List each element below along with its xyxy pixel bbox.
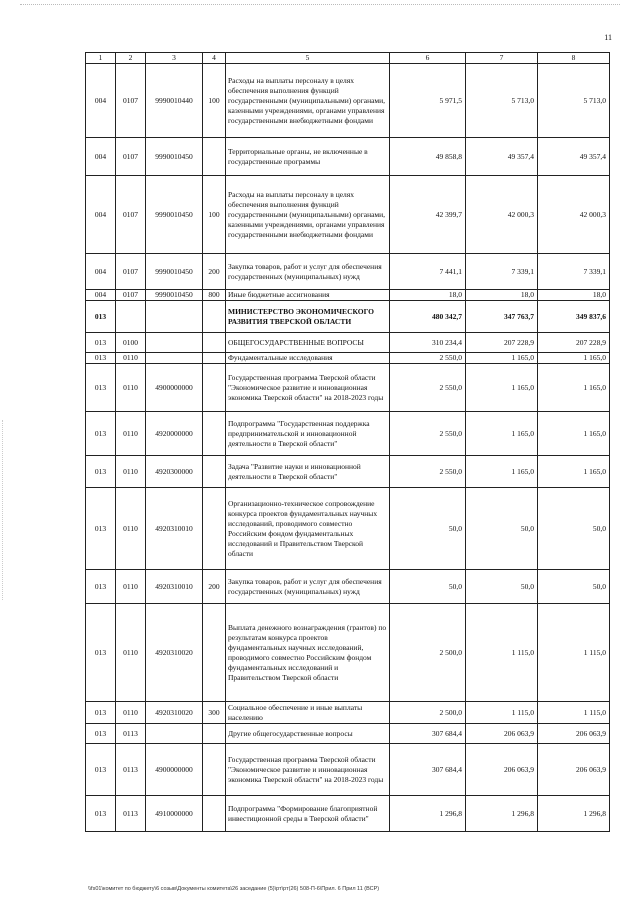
table-cell-7: 18,0 <box>466 290 538 301</box>
table-row <box>86 176 610 254</box>
table-cell-1: 004 <box>86 176 116 254</box>
table-cell-2: 0113 <box>116 796 146 832</box>
table-cell-1: 004 <box>86 290 116 301</box>
table-cell-5: Государственная программа Тверской области "Экономическое развитие и инновационная экономика Тверской области" на 2018-2023 годы <box>226 744 390 796</box>
header-cell: 1 <box>86 53 116 64</box>
header-cell: 2 <box>116 53 146 64</box>
table-cell-3: 4910000000 <box>146 796 203 832</box>
table-cell-6: 307 684,4 <box>390 744 466 796</box>
file-path-footer: \\fs01\комитет по бюджету\6 созыв\Документы комитета\26 заседание (5)\рт\рт(26) 508-П-6\Прил. 6 Прил 11 (ВСР) <box>88 886 380 892</box>
page-number: 11 <box>604 33 612 42</box>
table-cell-8: 42 000,3 <box>538 176 610 254</box>
table-cell-8: 206 063,9 <box>538 744 610 796</box>
table-cell-1: 013 <box>86 488 116 570</box>
table-cell-1: 013 <box>86 570 116 604</box>
table-cell-8: 50,0 <box>538 570 610 604</box>
table-cell-3 <box>146 333 203 353</box>
table-cell-1: 013 <box>86 364 116 412</box>
table-row <box>86 353 610 364</box>
table-cell-7: 347 763,7 <box>466 301 538 333</box>
header-cell: 5 <box>226 53 390 64</box>
table-cell-5: Задача "Развитие науки и инновационной деятельности в Тверской области" <box>226 456 390 488</box>
table-row <box>86 290 610 301</box>
table-cell-6: 5 971,5 <box>390 64 466 138</box>
header-cell: 4 <box>203 53 226 64</box>
table-cell-7: 50,0 <box>466 488 538 570</box>
table-cell-2: 0110 <box>116 488 146 570</box>
table-cell-8: 1 165,0 <box>538 412 610 456</box>
table-cell-4 <box>203 744 226 796</box>
table-cell-2: 0107 <box>116 254 146 290</box>
table-cell-7: 1 165,0 <box>466 364 538 412</box>
table-cell-4 <box>203 724 226 744</box>
table-cell-1: 004 <box>86 254 116 290</box>
table-cell-7: 1 165,0 <box>466 456 538 488</box>
table-cell-1: 013 <box>86 353 116 364</box>
table-cell-6: 49 858,8 <box>390 138 466 176</box>
table-cell-6: 50,0 <box>390 488 466 570</box>
table-cell-2 <box>116 301 146 333</box>
table-cell-4 <box>203 301 226 333</box>
table-cell-6: 42 399,7 <box>390 176 466 254</box>
table-cell-3: 9990010440 <box>146 64 203 138</box>
table-cell-5: Закупка товаров, работ и услуг для обеспечения государственных (муниципальных) нужд <box>226 570 390 604</box>
table-cell-2: 0107 <box>116 176 146 254</box>
table-cell-7: 1 296,8 <box>466 796 538 832</box>
table-row <box>86 412 610 456</box>
table-cell-1: 013 <box>86 796 116 832</box>
table-cell-8: 1 165,0 <box>538 456 610 488</box>
table-cell-4 <box>203 796 226 832</box>
table-cell-5: Иные бюджетные ассигнования <box>226 290 390 301</box>
table-cell-6: 2 550,0 <box>390 412 466 456</box>
table-cell-1: 013 <box>86 702 116 724</box>
table-cell-3: 4920310010 <box>146 488 203 570</box>
table-cell-8: 206 063,9 <box>538 724 610 744</box>
table-cell-5: Государственная программа Тверской области "Экономическое развитие и инновационная экономика Тверской области" на 2018-2023 годы <box>226 364 390 412</box>
table-cell-6: 18,0 <box>390 290 466 301</box>
table-cell-6: 2 500,0 <box>390 702 466 724</box>
table-cell-8: 349 837,6 <box>538 301 610 333</box>
table-row <box>86 488 610 570</box>
table-cell-5: Подпрограмма "Государственная поддержка предпринимательской и инновационной деятельности в Тверской области" <box>226 412 390 456</box>
table-cell-4 <box>203 138 226 176</box>
table-cell-5: Другие общегосударственные вопросы <box>226 724 390 744</box>
table-header-row <box>86 53 610 64</box>
table-row <box>86 744 610 796</box>
table-cell-4: 200 <box>203 254 226 290</box>
table-cell-7: 49 357,4 <box>466 138 538 176</box>
table-cell-5: Закупка товаров, работ и услуг для обеспечения государственных (муниципальных) нужд <box>226 254 390 290</box>
table-cell-2: 0110 <box>116 412 146 456</box>
table-cell-7: 42 000,3 <box>466 176 538 254</box>
table-cell-7: 50,0 <box>466 570 538 604</box>
table-cell-5: МИНИСТЕРСТВО ЭКОНОМИЧЕСКОГО РАЗВИТИЯ ТВЕРСКОЙ ОБЛАСТИ <box>226 301 390 333</box>
table-row <box>86 301 610 333</box>
table-cell-7: 207 228,9 <box>466 333 538 353</box>
table-cell-1: 013 <box>86 724 116 744</box>
table-row <box>86 138 610 176</box>
table-row <box>86 364 610 412</box>
scan-left-margin-marks <box>2 420 6 600</box>
table-cell-3: 4920300000 <box>146 456 203 488</box>
table-cell-6: 307 684,4 <box>390 724 466 744</box>
table-cell-4 <box>203 412 226 456</box>
table-cell-6: 2 550,0 <box>390 456 466 488</box>
table-cell-3 <box>146 353 203 364</box>
table-cell-3: 4900000000 <box>146 744 203 796</box>
table-cell-3: 4920310020 <box>146 604 203 702</box>
table-cell-7: 5 713,0 <box>466 64 538 138</box>
table-cell-5: Территориальные органы, не включенные в государственные программы <box>226 138 390 176</box>
table-cell-8: 1 165,0 <box>538 353 610 364</box>
table-cell-1: 013 <box>86 744 116 796</box>
table-cell-8: 1 165,0 <box>538 364 610 412</box>
table-cell-7: 1 165,0 <box>466 412 538 456</box>
table-cell-4: 800 <box>203 290 226 301</box>
table-cell-5: Фундаментальные исследования <box>226 353 390 364</box>
table-cell-5: Подпрограмма "Формирование благоприятной инвестиционной среды в Тверской области" <box>226 796 390 832</box>
table-cell-2: 0113 <box>116 744 146 796</box>
table-cell-1: 013 <box>86 333 116 353</box>
header-cell: 3 <box>146 53 203 64</box>
table-cell-8: 7 339,1 <box>538 254 610 290</box>
table-cell-4: 100 <box>203 64 226 138</box>
budget-table <box>85 52 610 832</box>
table-cell-3: 4920310010 <box>146 570 203 604</box>
table-cell-3: 4920000000 <box>146 412 203 456</box>
table-cell-2: 0110 <box>116 364 146 412</box>
table-cell-7: 206 063,9 <box>466 744 538 796</box>
table-cell-8: 49 357,4 <box>538 138 610 176</box>
table-cell-3: 9990010450 <box>146 290 203 301</box>
table-cell-4 <box>203 488 226 570</box>
table-cell-3: 9990010450 <box>146 254 203 290</box>
table-cell-2: 0113 <box>116 724 146 744</box>
table-cell-4: 200 <box>203 570 226 604</box>
table-row <box>86 254 610 290</box>
table-cell-1: 004 <box>86 64 116 138</box>
table-cell-4 <box>203 333 226 353</box>
table-cell-1: 013 <box>86 301 116 333</box>
table-cell-5: Выплата денежного вознаграждения (грантов) по результатам конкурса проектов фундаментальных научных исследований, проводимого совместно Российским фондом фундаментальных исследований и Правительством Тверской области <box>226 604 390 702</box>
table-cell-1: 013 <box>86 412 116 456</box>
table-cell-7: 1 115,0 <box>466 702 538 724</box>
table-cell-3: 9990010450 <box>146 138 203 176</box>
table-row <box>86 456 610 488</box>
table-cell-1: 013 <box>86 604 116 702</box>
table-cell-4 <box>203 364 226 412</box>
table-cell-2: 0110 <box>116 353 146 364</box>
table-cell-4 <box>203 604 226 702</box>
table-cell-5: Расходы на выплаты персоналу в целях обеспечения выполнения функций государственными (муниципальными) органами, казенными учреждениями, органами управления государственными внебюджетными фондами <box>226 176 390 254</box>
table-cell-3: 9990010450 <box>146 176 203 254</box>
table-cell-4 <box>203 353 226 364</box>
table-cell-6: 2 550,0 <box>390 353 466 364</box>
table-cell-8: 5 713,0 <box>538 64 610 138</box>
table-cell-8: 1 115,0 <box>538 702 610 724</box>
table-cell-8: 1 115,0 <box>538 604 610 702</box>
scan-top-edge <box>20 4 620 5</box>
table-cell-3 <box>146 724 203 744</box>
table-cell-6: 2 500,0 <box>390 604 466 702</box>
table-cell-2: 0107 <box>116 290 146 301</box>
table-cell-3: 4920310020 <box>146 702 203 724</box>
table-row <box>86 604 610 702</box>
table-row <box>86 796 610 832</box>
table-row <box>86 702 610 724</box>
table-cell-8: 18,0 <box>538 290 610 301</box>
table-cell-2: 0110 <box>116 604 146 702</box>
table-cell-5: Организационно-техническое сопровождение конкурса проектов фундаментальных научных исследований, проводимого совместно Российским фондом фундаментальных исследований и Правительством Тверской области <box>226 488 390 570</box>
header-cell: 7 <box>466 53 538 64</box>
table-cell-7: 1 165,0 <box>466 353 538 364</box>
table-row <box>86 724 610 744</box>
table-cell-5: ОБЩЕГОСУДАРСТВЕННЫЕ ВОПРОСЫ <box>226 333 390 353</box>
table-cell-2: 0107 <box>116 138 146 176</box>
table-cell-1: 013 <box>86 456 116 488</box>
table-row <box>86 570 610 604</box>
table-cell-7: 206 063,9 <box>466 724 538 744</box>
table-cell-2: 0110 <box>116 456 146 488</box>
table-row <box>86 64 610 138</box>
table-cell-4 <box>203 456 226 488</box>
table-cell-5: Расходы на выплаты персоналу в целях обеспечения выполнения функций государственными (муниципальными) органами, казенными учреждениями, органами управления государственными внебюджетными фондами <box>226 64 390 138</box>
header-cell: 8 <box>538 53 610 64</box>
table-cell-2: 0110 <box>116 702 146 724</box>
table-cell-4: 100 <box>203 176 226 254</box>
table-cell-6: 2 550,0 <box>390 364 466 412</box>
table-cell-4: 300 <box>203 702 226 724</box>
table-cell-5: Социальное обеспечение и иные выплаты населению <box>226 702 390 724</box>
table-cell-6: 7 441,1 <box>390 254 466 290</box>
table-cell-3: 4900000000 <box>146 364 203 412</box>
table-cell-8: 1 296,8 <box>538 796 610 832</box>
table-cell-7: 1 115,0 <box>466 604 538 702</box>
table-cell-8: 50,0 <box>538 488 610 570</box>
header-cell: 6 <box>390 53 466 64</box>
table-row <box>86 333 610 353</box>
table-cell-2: 0110 <box>116 570 146 604</box>
table-cell-6: 1 296,8 <box>390 796 466 832</box>
table-cell-6: 480 342,7 <box>390 301 466 333</box>
table-cell-6: 310 234,4 <box>390 333 466 353</box>
table-cell-7: 7 339,1 <box>466 254 538 290</box>
table-cell-1: 004 <box>86 138 116 176</box>
table-cell-3 <box>146 301 203 333</box>
table-cell-2: 0100 <box>116 333 146 353</box>
table-cell-2: 0107 <box>116 64 146 138</box>
table-cell-6: 50,0 <box>390 570 466 604</box>
table-cell-8: 207 228,9 <box>538 333 610 353</box>
